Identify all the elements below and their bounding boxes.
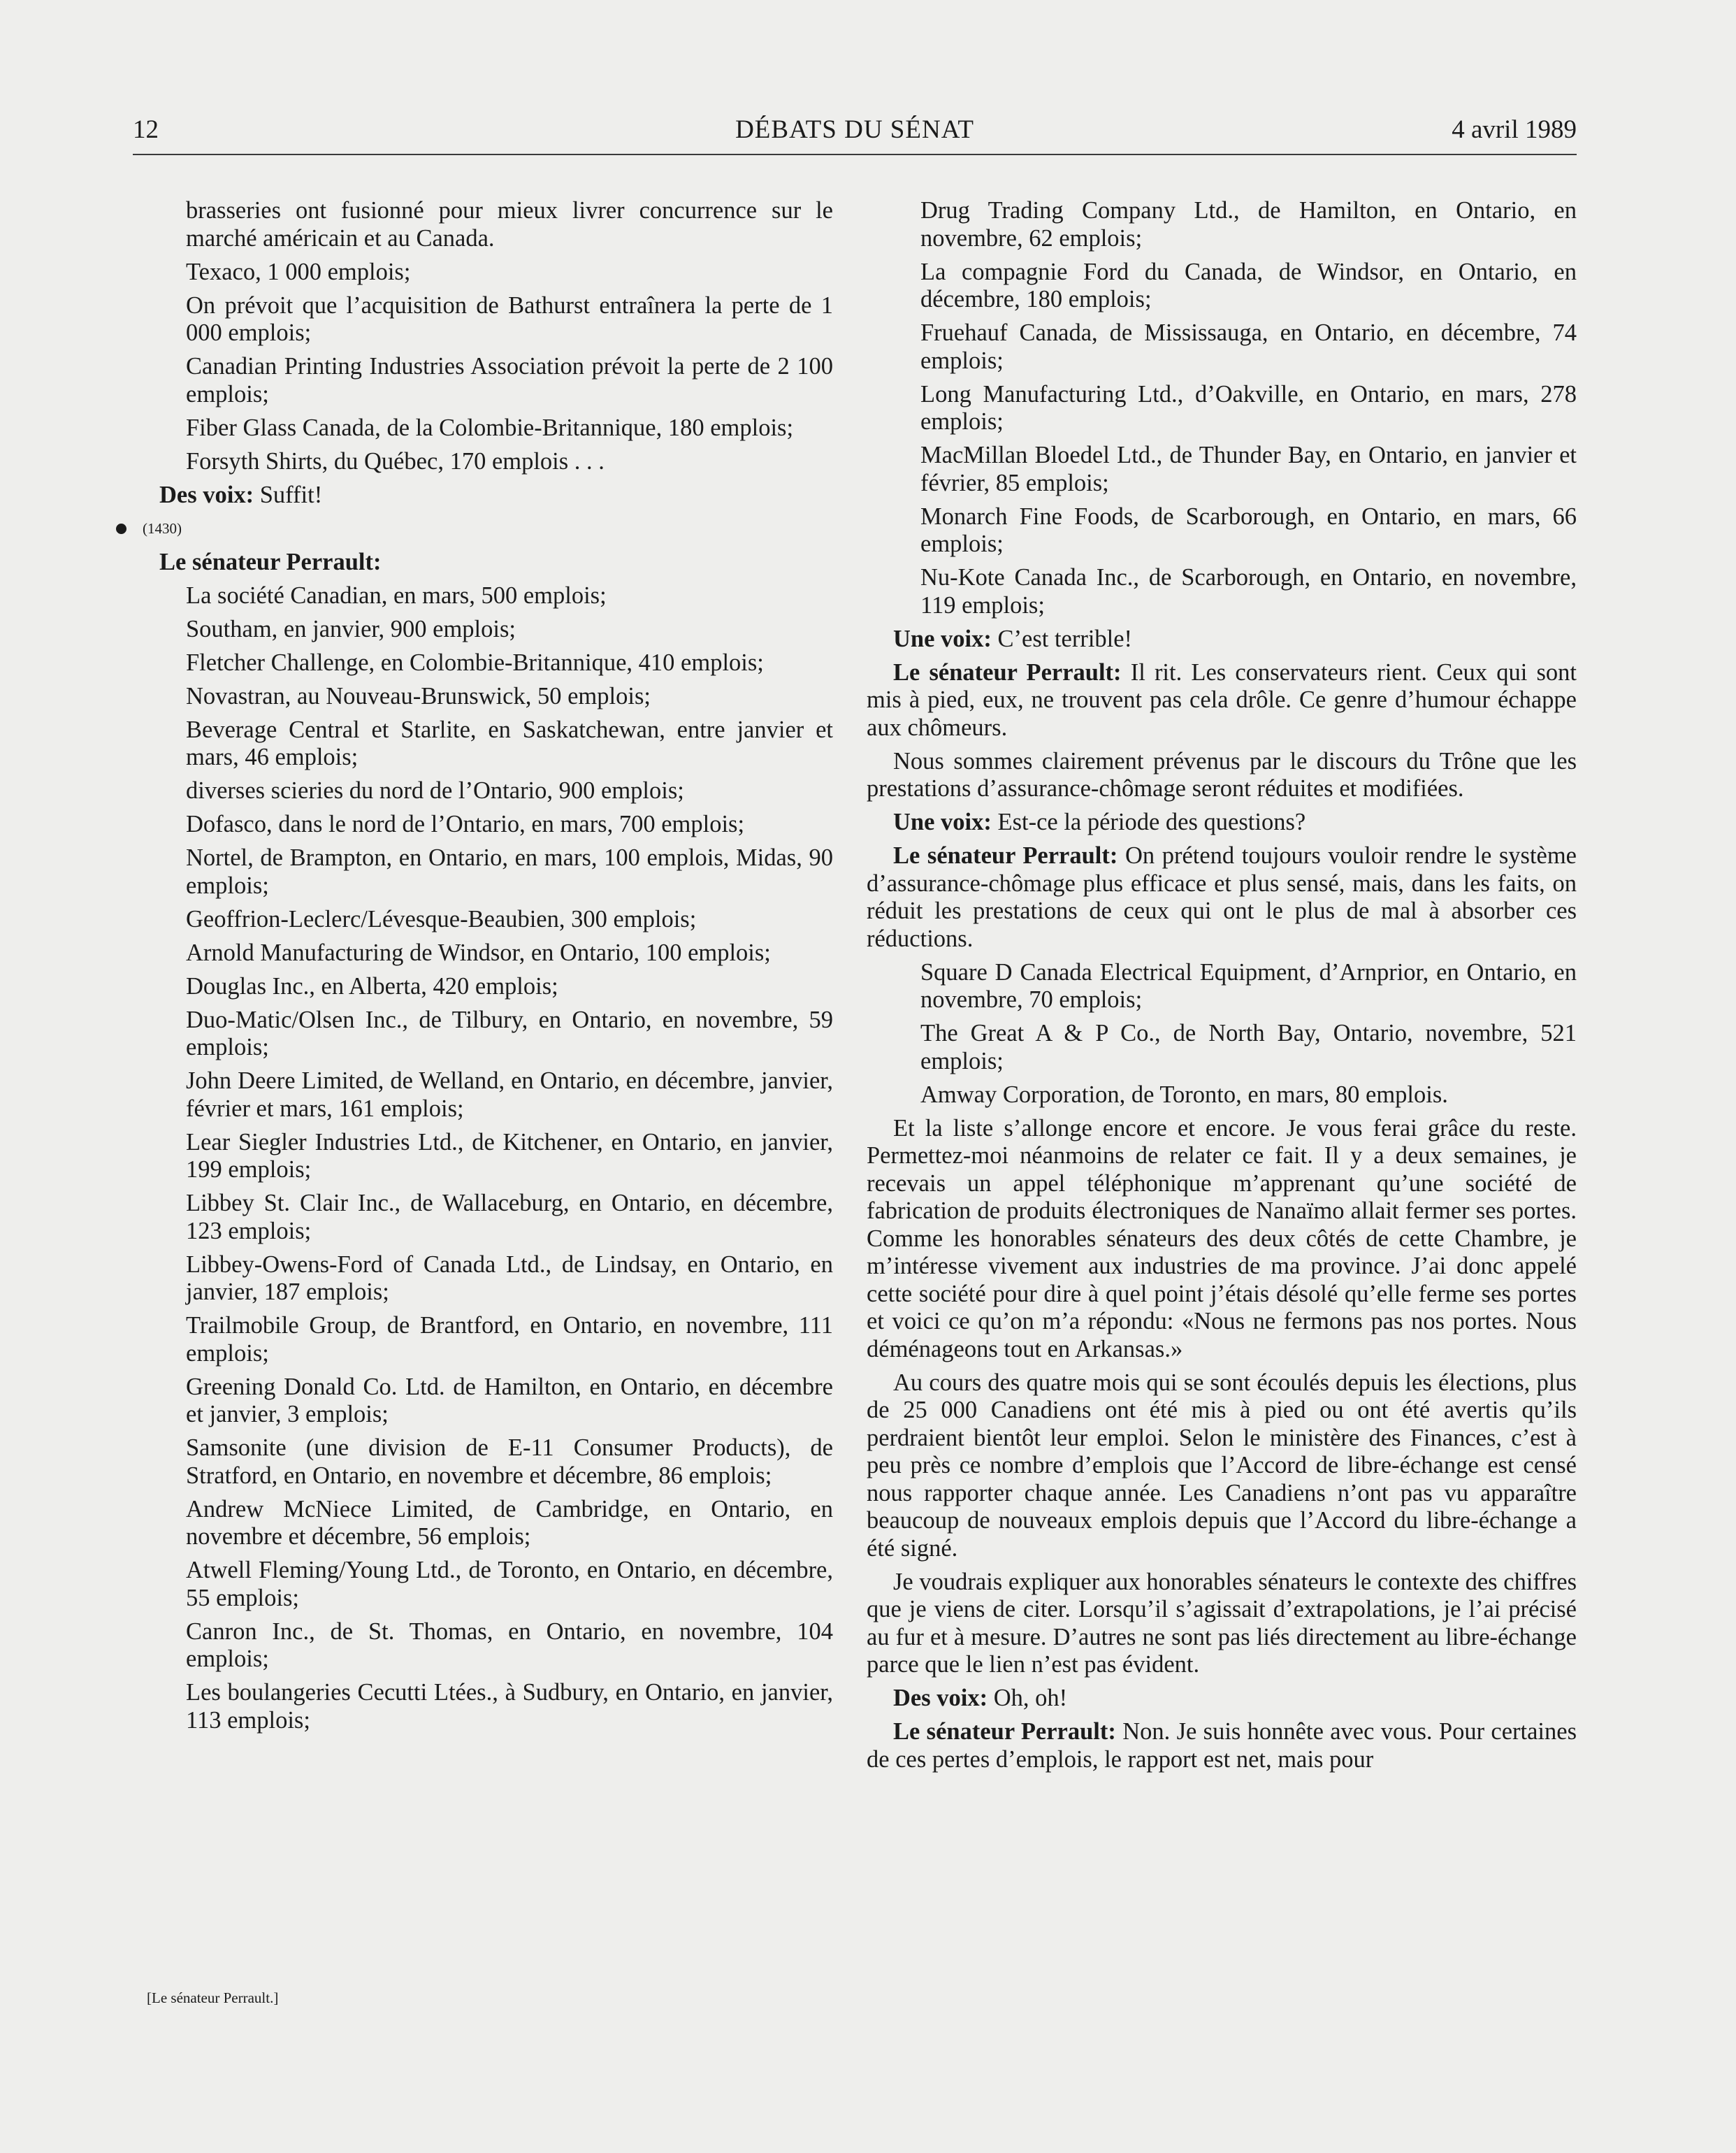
- speaker-name: Des voix:: [159, 481, 254, 508]
- left-column: [143, 197, 833, 1741]
- list-item: Fletcher Challenge, en Colombie-Britannique, 410 emplois;: [186, 649, 764, 676]
- list-item: John Deere Limited, de Welland, en Ontario, en décembre, janvier, février et mars, 161 emplois;: [186, 1067, 833, 1122]
- page-title: DÉBATS DU SÉNAT: [735, 115, 974, 144]
- list-item: MacMillan Bloedel Ltd., de Thunder Bay, en Ontario, en janvier et février, 85 emplois;: [920, 442, 1577, 496]
- job-loss-list-1: [159, 259, 833, 476]
- footer-speaker-note: [Le sénateur Perrault.]: [147, 1989, 279, 2006]
- list-item: Libbey-Owens-Ford of Canada Ltd., de Lindsay, en Ontario, en janvier, 187 emplois;: [186, 1251, 833, 1305]
- speech-text: Suffit!: [254, 481, 323, 508]
- list-item: On prévoit que l’acquisition de Bathurst entraînera la perte de 1 000 emplois;: [186, 291, 833, 346]
- speech-text: Non. Je suis honnête avec vous. Pour certaines de ces pertes d’emplois, le rapport est net, mais pour: [867, 1718, 1577, 1773]
- intro-paragraph: brasseries ont fusionné pour mieux livrer concurrence sur le marché américain et au Canada.: [186, 197, 833, 252]
- list-item: Douglas Inc., en Alberta, 420 emplois;: [186, 972, 558, 1000]
- interjection: [159, 482, 833, 510]
- list-item: Canron Inc., de St. Thomas, en Ontario, en novembre, 104 emplois;: [186, 1618, 833, 1672]
- speech-paragraph: Et la liste s’allonge encore et encore. Je vous ferai grâce du reste. Permettez-moi néanmoins de relater ce fait. Il y a deux semaines, je recevais un appel téléphonique m’apprenant qu’une société de fabrication de produits électroniques de Nanaïmo allait fermer ses portes. Comme les honorables sénateurs des deux côtés de cette Chambre, je m’intéresse vivement aux industries de ma province. J’ai donc appelé cette société pour dire à quel point j’étais désolé qu’elle ferme ses portes et voici ce qu’on m’a répondu: «Nous ne fermons pas nos portes. Nous déménageons tout en Arkansas.»: [867, 1114, 1577, 1362]
- list-item: Lear Siegler Industries Ltd., de Kitchener, en Ontario, en janvier, 199 emplois;: [186, 1128, 833, 1183]
- speech-paragraph: Je voudrais expliquer aux honorables sénateurs le contexte des chiffres que je viens de citer. Lorsqu’il s’agissait d’extrapolations, je l’ai précisé au fur et à mesure. D’autres ne sont pas liés directement au libre-échange parce que le lien n’est pas évident.: [867, 1568, 1577, 1678]
- list-item: La compagnie Ford du Canada, de Windsor, en Ontario, en décembre, 180 emplois;: [920, 258, 1577, 312]
- list-item: Drug Trading Company Ltd., de Hamilton, en Ontario, en novembre, 62 emplois;: [920, 197, 1577, 252]
- list-item: Monarch Fine Foods, de Scarborough, en Ontario, en mars, 66 emplois;: [920, 503, 1577, 557]
- list-item: Samsonite (une division de E-11 Consumer Products), de Stratford, en Ontario, en novembre et décembre, 86 emplois;: [186, 1434, 833, 1489]
- list-item: Fruehauf Canada, de Mississauga, en Ontario, en décembre, 74 emplois;: [920, 319, 1577, 374]
- speaker-name: Une voix:: [893, 625, 992, 652]
- speech-paragraph: [867, 659, 1577, 742]
- list-item: La société Canadian, en mars, 500 emplois;: [186, 582, 607, 609]
- speaker-name: Une voix:: [893, 809, 992, 835]
- speech-paragraph: [867, 809, 1577, 837]
- list-item: Square D Canada Electrical Equipment, d’Arnprior, en Ontario, en novembre, 70 emplois;: [920, 958, 1577, 1013]
- speech-paragraph: [867, 626, 1577, 654]
- speech-paragraph: [867, 1685, 1577, 1713]
- list-item: Les boulangeries Cecutti Ltées., à Sudbury, en Ontario, en janvier, 113 emplois;: [186, 1679, 833, 1734]
- list-item: Nortel, de Brampton, en Ontario, en mars, 100 emplois, Midas, 90 emplois;: [186, 844, 833, 899]
- list-item: Geoffrion-Leclerc/Lévesque-Beaubien, 300 emplois;: [186, 905, 697, 933]
- time-marker-text: (1430): [143, 519, 182, 537]
- list-item: Novastran, au Nouveau-Brunswick, 50 emplois;: [186, 682, 651, 710]
- speaker-name: Le sénateur Perrault:: [893, 1718, 1116, 1745]
- list-item: Fiber Glass Canada, de la Colombie-Britannique, 180 emplois;: [186, 414, 794, 441]
- job-loss-list-3: [867, 197, 1577, 619]
- list-item: Nu-Kote Canada Inc., de Scarborough, en Ontario, en novembre, 119 emplois;: [920, 564, 1577, 619]
- speech-text: C’est terrible!: [991, 625, 1133, 652]
- list-item: Atwell Fleming/Young Ltd., de Toronto, en Ontario, en décembre, 55 emplois;: [186, 1557, 833, 1611]
- speech-text: Oh, oh!: [988, 1685, 1068, 1711]
- job-loss-list-2: [159, 582, 833, 1735]
- list-item: Long Manufacturing Ltd., d’Oakville, en Ontario, en mars, 278 emplois;: [920, 380, 1577, 435]
- speaker-name: Le sénateur Perrault:: [893, 842, 1118, 869]
- speech-paragraph: [867, 1718, 1577, 1773]
- speaker-name: Le sénateur Perrault:: [159, 548, 382, 575]
- speaker-name: Le sénateur Perrault:: [893, 658, 1122, 686]
- speech-paragraph: Au cours des quatre mois qui se sont écoulés depuis les élections, plus de 25 000 Canadiens ont été mis à pied ou ont été avertis qu’ils perdraient bientôt leur emploi. Selon le ministère des Finances, c’est à peu près ce nombre d’emplois que l’Accord de libre-échange est censé nous rapporter chaque année. Les Canadiens n’ont pas vu apparaître beaucoup de nouveaux emplois depuis que l’Accord du libre-échange a été signé.: [867, 1369, 1577, 1562]
- speech-text: Il rit. Les conservateurs rient. Ceux qui sont mis à pied, eux, ne trouvent pas cela drôle. Ce genre d’humour échappe aux chômeurs.: [867, 658, 1577, 741]
- list-item: Amway Corporation, de Toronto, en mars, 80 emplois.: [920, 1081, 1448, 1108]
- list-item: Forsyth Shirts, du Québec, 170 emplois . . .: [186, 447, 605, 475]
- page-header: [133, 110, 1577, 155]
- list-item: Beverage Central et Starlite, en Saskatchewan, entre janvier et mars, 46 emplois;: [186, 716, 833, 770]
- list-item: Arnold Manufacturing de Windsor, en Ontario, 100 emplois;: [186, 939, 771, 966]
- bullet-icon: [116, 524, 126, 534]
- job-loss-list-4: [867, 959, 1577, 1109]
- list-item: Greening Donald Co. Ltd. de Hamilton, en Ontario, en décembre et janvier, 3 emplois;: [186, 1373, 833, 1427]
- speaker-heading: [159, 549, 833, 577]
- speech-paragraph: [867, 842, 1577, 953]
- time-marker: [116, 515, 833, 543]
- speech-paragraph: Nous sommes clairement prévenus par le discours du Trône que les prestations d’assurance-chômage seront réduites et modifiées.: [867, 747, 1577, 802]
- speech-text: On prétend toujours vouloir rendre le système d’assurance-chômage plus efficace et plus sensé, mais, dans les faits, on réduit les prestations de ceux qui ont le plus de mal à absorber ces réductions.: [867, 842, 1577, 952]
- list-item: Texaco, 1 000 emplois;: [186, 258, 411, 285]
- right-column: [867, 197, 1577, 1780]
- list-item: diverses scieries du nord de l’Ontario, 900 emplois;: [186, 777, 684, 804]
- list-item: Andrew McNiece Limited, de Cambridge, en Ontario, en novembre et décembre, 56 emplois;: [186, 1495, 833, 1550]
- list-item: Dofasco, dans le nord de l’Ontario, en mars, 700 emplois;: [186, 811, 745, 837]
- list-item: Duo-Matic/Olsen Inc., de Tilbury, en Ontario, en novembre, 59 emplois;: [186, 1006, 833, 1060]
- list-item: The Great A & P Co., de North Bay, Ontario, novembre, 521 emplois;: [920, 1020, 1577, 1074]
- list-item: Libbey St. Clair Inc., de Wallaceburg, en Ontario, en décembre, 123 emplois;: [186, 1190, 833, 1244]
- list-item: Trailmobile Group, de Brantford, en Ontario, en novembre, 111 emplois;: [186, 1312, 833, 1367]
- issue-date: 4 avril 1989: [1452, 115, 1577, 144]
- speech-text: Est-ce la période des questions?: [991, 809, 1306, 835]
- page-number: 12: [133, 115, 159, 144]
- speaker-name: Des voix:: [893, 1685, 988, 1711]
- list-item: Southam, en janvier, 900 emplois;: [186, 615, 516, 642]
- list-item: Canadian Printing Industries Association prévoit la perte de 2 100 emplois;: [186, 353, 833, 408]
